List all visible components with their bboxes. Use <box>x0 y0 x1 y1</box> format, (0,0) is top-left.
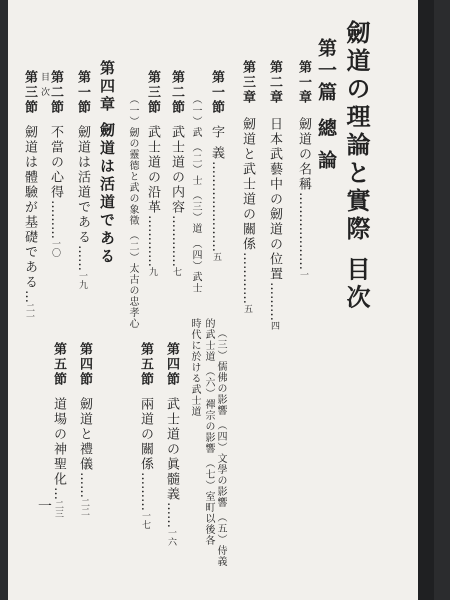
running-head: 目次 <box>39 72 49 102</box>
toc-entry: 第二節武士道の内容…………七 <box>169 70 184 276</box>
part-name: 總 論 <box>315 118 337 172</box>
book-edge <box>418 0 434 600</box>
toc-entry: 第五節兩道の關係………一七 <box>138 342 153 529</box>
toc-subentry: （三）儒佛の影響 （四）文學の影響 （五）侍義 <box>215 328 226 568</box>
toc-entry: 第一節劒道は活道である……一九 <box>75 70 90 289</box>
toc-entry: 第三章劒道と武士道の關係…………五 <box>240 60 255 313</box>
book-title: 劒道の理論と實際 目次 <box>342 20 371 313</box>
toc-entry: 第四節劒道と禮儀……二二 <box>77 342 92 516</box>
toc-entry: 第一章劒道の名稱………………一 <box>296 60 311 279</box>
toc-subentry: （一）劒の靈德と武の象徵 （二）太古の忠孝心 <box>127 94 138 330</box>
toc-chapter: 第四章劒道は活道である <box>98 60 116 266</box>
part-heading <box>313 38 340 172</box>
toc-entry: 第五節道場の神聖化…二三 <box>51 342 66 518</box>
toc-subentry: 時代に於ける武士道 <box>189 318 200 417</box>
toc-entry: 第三節武士道の沿革…………九 <box>145 70 160 276</box>
toc-entry: 第二章日本武藝中の劒道の位置………四 <box>267 60 282 330</box>
toc-entry: 第二節不當の心得………一〇 <box>48 70 63 257</box>
toc-subentry: 的武士道 （六）禪宗の影響 （七）室町以後各 <box>203 318 214 547</box>
toc-entry: 第四節武士道の眞髓義……一六 <box>164 342 179 546</box>
page-number: 一 <box>38 499 52 515</box>
toc-subentry: （一）武 （二）士 （三）道 （四）武士 <box>190 94 201 294</box>
toc-entry: 第三節劒道は體驗が基礎である…二一 <box>22 70 37 321</box>
part-label: 第一篇 <box>315 38 337 104</box>
toc-entry: 第一節字 義…………………五 <box>209 70 224 262</box>
book-page <box>8 0 434 600</box>
